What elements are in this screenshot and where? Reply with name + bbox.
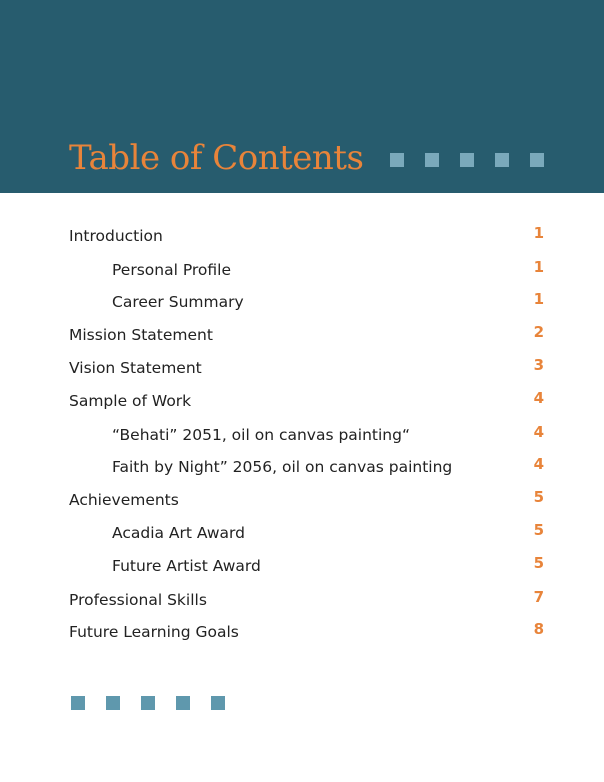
toc-entry-page: 1 [533, 258, 544, 276]
toc-entry-label: Future Learning Goals [69, 623, 239, 641]
toc-entry-page: 5 [533, 488, 544, 506]
toc-entry[interactable] [0, 588, 604, 612]
square-icon [211, 696, 225, 710]
toc-entry-page: 4 [533, 423, 544, 441]
toc-entry-label: Faith by Night” 2056, oil on canvas painting [112, 458, 453, 476]
toc-entry-label: Mission Statement [69, 326, 213, 344]
toc-entry-label: Achievements [69, 491, 179, 509]
toc-entry[interactable] [0, 290, 604, 314]
toc-entry-label: Future Artist Award [112, 557, 261, 575]
square-icon [71, 696, 85, 710]
toc-entry-page: 5 [533, 554, 544, 572]
toc-entry-label: Career Summary [112, 293, 244, 311]
toc-entry-label: Sample of Work [69, 392, 192, 410]
toc-entry-page: 4 [533, 389, 544, 407]
toc-entry-page: 2 [533, 323, 544, 341]
decorative-squares-bottom [71, 696, 225, 710]
toc-entry-label: Professional Skills [69, 591, 207, 609]
toc-entry-page: 8 [533, 620, 544, 638]
toc-entry-label: Vision Statement [69, 359, 202, 377]
toc-entry-page: 3 [533, 356, 544, 374]
page-title: Table of Contents [69, 138, 364, 178]
toc-entry[interactable] [0, 521, 604, 545]
toc-entry-page: 4 [533, 455, 544, 473]
toc-entry-label: Acadia Art Award [112, 524, 245, 542]
square-icon [141, 696, 155, 710]
toc-entry[interactable] [0, 554, 604, 578]
toc-entry-label: Personal Profile [112, 261, 232, 279]
toc-entry[interactable] [0, 224, 604, 248]
toc-entry-page: 7 [533, 588, 544, 606]
toc-entry-page: 1 [533, 290, 544, 308]
toc-entry[interactable] [0, 258, 604, 282]
toc-entry[interactable] [0, 423, 604, 447]
toc-entry[interactable] [0, 389, 604, 413]
toc-entry[interactable] [0, 620, 604, 644]
toc-entry[interactable] [0, 323, 604, 347]
toc-entry-page: 1 [533, 224, 544, 242]
toc-entry-label: Introduction [69, 227, 163, 245]
square-icon [106, 696, 120, 710]
square-icon [176, 696, 190, 710]
toc-entry-label: “Behati” 2051, oil on canvas painting“ [112, 426, 411, 444]
toc-entry[interactable] [0, 488, 604, 512]
toc-entry[interactable] [0, 356, 604, 380]
toc-entry[interactable] [0, 455, 604, 479]
toc-entry-page: 5 [533, 521, 544, 539]
